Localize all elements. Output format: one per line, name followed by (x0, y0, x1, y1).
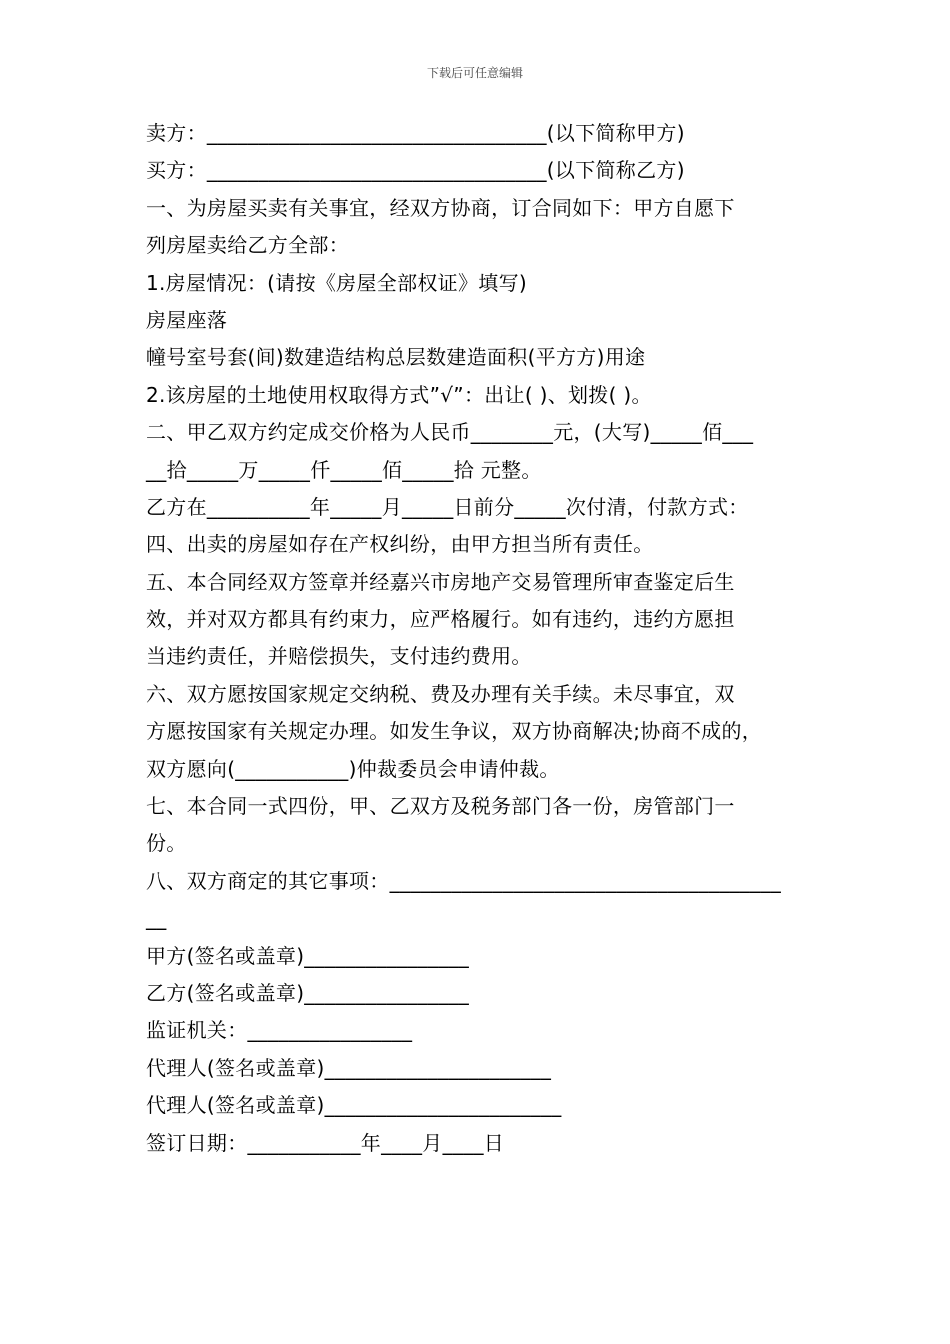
clause-1-line-1: 一、为房屋买卖有关事宜，经双方协商，订合同如下：甲方自愿下 (146, 195, 735, 220)
party-b-signature-line: 乙方(签名或盖章)________________ (146, 980, 470, 1005)
clause-5-line-2: 效，并对双方都具有约束力，应严格履行。如有违约，违约方愿担 (146, 607, 735, 632)
clause-6-line-3: 双方愿向(___________)仲裁委员会申请仲裁。 (146, 756, 560, 781)
clause-5-line-3: 当违约责任，并赔偿损失，支付违约费用。 (146, 644, 532, 669)
house-attributes-line: 幢号室号套(间)数建造结构总层数建造面积(平方方)用途 (146, 345, 646, 370)
house-info-line: 1.房屋情况：(请按《房屋全部权证》填写) (146, 270, 527, 295)
agent-signature-line-1: 代理人(签名或盖章)______________________ (146, 1055, 552, 1080)
land-use-line: 2.该房屋的土地使用权取得方式”√”：出让( )、划拨( )。 (146, 382, 652, 407)
clause-2-line-1: 二、甲乙双方约定成交价格为人民币________元，(大写)_____佰___ (146, 420, 754, 445)
buyer-line: 买方：_________________________________(以下简称乙方) (146, 158, 685, 183)
clause-8-line-2: __ (146, 906, 167, 931)
house-location-line: 房屋座落 (146, 307, 228, 332)
contract-body (146, 115, 826, 1162)
clause-8-line-1: 八、双方商定的其它事项：______________________________________ (146, 868, 781, 893)
clause-5-line-1: 五、本合同经双方签章并经嘉兴市房地产交易管理所审查鉴定后生 (146, 569, 735, 594)
clause-6-line-2: 方愿按国家有关规定办理。如发生争议，双方协商解决;协商不成的， (146, 719, 763, 744)
signing-date-line: 签订日期：___________年____月____日 (146, 1130, 505, 1155)
clause-2-line-2: __拾_____万_____仟_____佰_____拾 元整。 (146, 457, 542, 482)
party-a-signature-line: 甲方(签名或盖章)________________ (146, 943, 470, 968)
agent-signature-line-2: 代理人(签名或盖章)_______________________ (146, 1093, 562, 1118)
page-header: 下载后可任意编辑 (426, 66, 523, 80)
clause-7-line-1: 七、本合同一式四份，甲、乙双方及税务部门各一份，房管部门一 (146, 794, 735, 819)
clause-1-line-2: 列房屋卖给乙方全部： (146, 233, 349, 258)
clause-4-line: 四、出卖的房屋如存在产权纠纷，由甲方担当所有责任。 (146, 532, 654, 557)
clause-6-line-1: 六、双方愿按国家规定交纳税、费及办理有关手续。未尽事宜，双 (146, 681, 735, 706)
payment-line: 乙方在__________年_____月_____日前分_____次付清，付款方式： (146, 494, 749, 519)
clause-7-line-2: 份。 (146, 831, 187, 856)
seller-line: 卖方：_________________________________(以下简称甲方) (146, 121, 685, 145)
supervising-authority-line: 监证机关：________________ (146, 1018, 413, 1043)
